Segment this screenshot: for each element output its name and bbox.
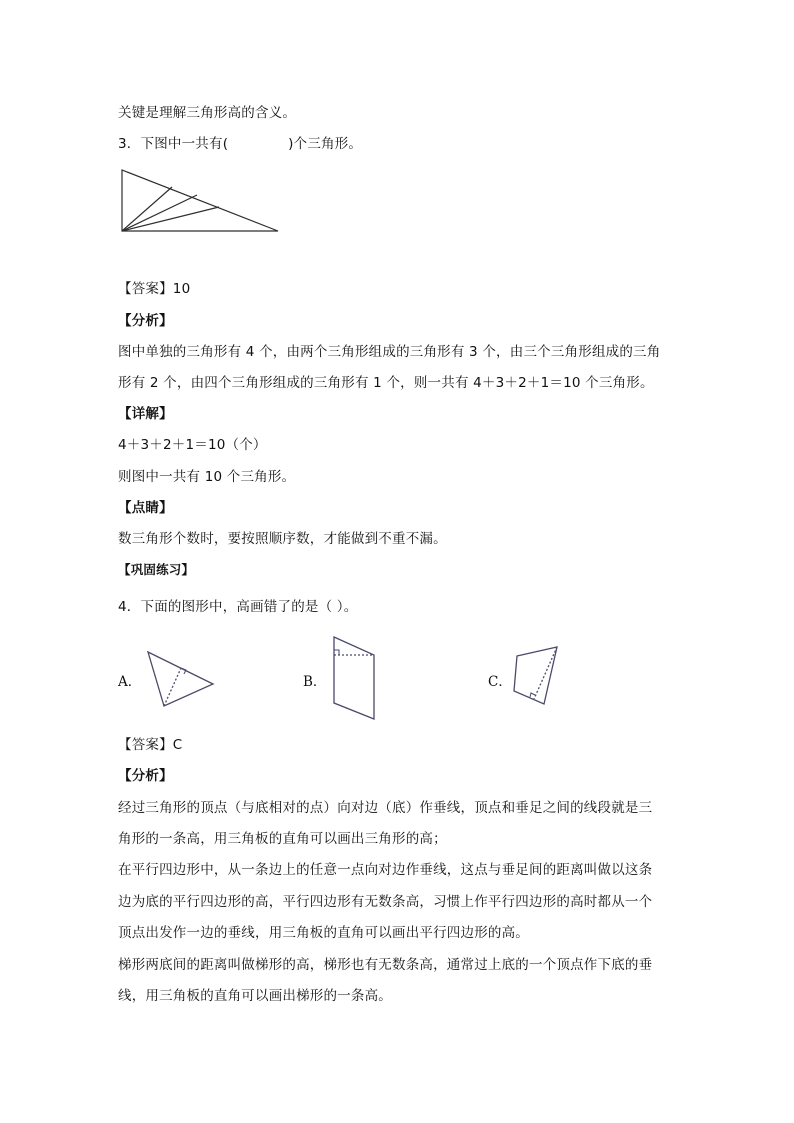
q4-option-b-parallelogram: [326, 633, 382, 723]
q4-option-a-label: A．: [118, 674, 142, 690]
q3-fan-triangle-figure: [118, 164, 282, 236]
q3-tip-heading: 【点睛】: [118, 500, 173, 516]
q3-tip-line-1: 数三角形个数时，要按照顺序数，才能做到不重不漏。: [118, 531, 447, 547]
q4-analysis-line-5: 顶点出发作一边的垂线，用三角板的直角可以画出平行四边形的高。: [118, 925, 529, 941]
q4-answer: 【答案】C: [118, 737, 183, 753]
parallelogram-b-outline: [334, 637, 374, 719]
quadrilateral-c-height: [534, 647, 557, 699]
q4-analysis-line-4: 边为底的平行四边形的高，平行四边形有无数条高，习惯上作平行四边形的高时都从一个: [118, 894, 653, 910]
q4-option-a-triangle: [140, 646, 220, 712]
q4-analysis-line-1: 经过三角形的顶点（与底相对的点）向对边（底）作垂线，顶点和垂足之间的线段就是三: [118, 800, 653, 816]
q4-analysis-line-2: 角形的一条高，用三角板的直角可以画出三角形的高；: [118, 831, 447, 847]
q4-analysis-line-3: 在平行四边形中，从一条边上的任意一点向对边作垂线，这点与垂足间的距离叫做以这条: [118, 862, 653, 878]
q4-analysis-line-7: 线，用三角板的直角可以画出梯形的一条高。: [118, 988, 392, 1004]
q3-prompt-before: 3．下图中一共有(: [118, 136, 229, 152]
q4-option-c-label: C．: [488, 674, 512, 690]
practice-heading: 【巩固练习】: [118, 562, 195, 577]
q3-prompt: [118, 135, 362, 153]
q3-detail-line-2: 则图中一共有 10 个三角形。: [118, 469, 296, 485]
q4-option-c-quadrilateral: [510, 643, 562, 709]
outer-triangle: [122, 170, 278, 231]
fan-line-2: [122, 195, 197, 231]
q4-prompt: 4．下面的图形中，高画错了的是（ ）。: [118, 599, 358, 615]
q3-analysis-heading: 【分析】: [118, 313, 173, 329]
q3-answer: 【答案】10: [118, 281, 191, 297]
q4-analysis-heading: 【分析】: [118, 768, 173, 784]
q3-detail-line-1: 4＋3＋2＋1＝10（个）: [118, 437, 267, 453]
triangle-a-outline: [148, 652, 213, 706]
fan-line-3: [122, 207, 219, 231]
parallelogram-b-right-angle: [334, 650, 339, 655]
triangle-a-height: [164, 668, 181, 706]
q3-analysis-line-1: 图中单独的三角形有 4 个，由两个三角形组成的三角形有 3 个，由三个三角形组成的三角: [118, 344, 661, 360]
q3-detail-heading: 【详解】: [118, 406, 173, 422]
q4-analysis-line-6: 梯形两底间的距离叫做梯形的高，梯形也有无数条高，通常过上底的一个顶点作下底的垂: [118, 957, 653, 973]
q3-prompt-after: )个三角形。: [288, 136, 363, 152]
q3-analysis-line-2: 形有 2 个，由四个三角形组成的三角形有 1 个，则一共有 4＋3＋2＋1＝10 个三角形。: [118, 375, 654, 391]
q4-option-b-label: B．: [303, 674, 327, 690]
quadrilateral-c-right-angle: [530, 693, 535, 697]
intro-line: 关键是理解三角形高的含义。: [118, 105, 297, 121]
